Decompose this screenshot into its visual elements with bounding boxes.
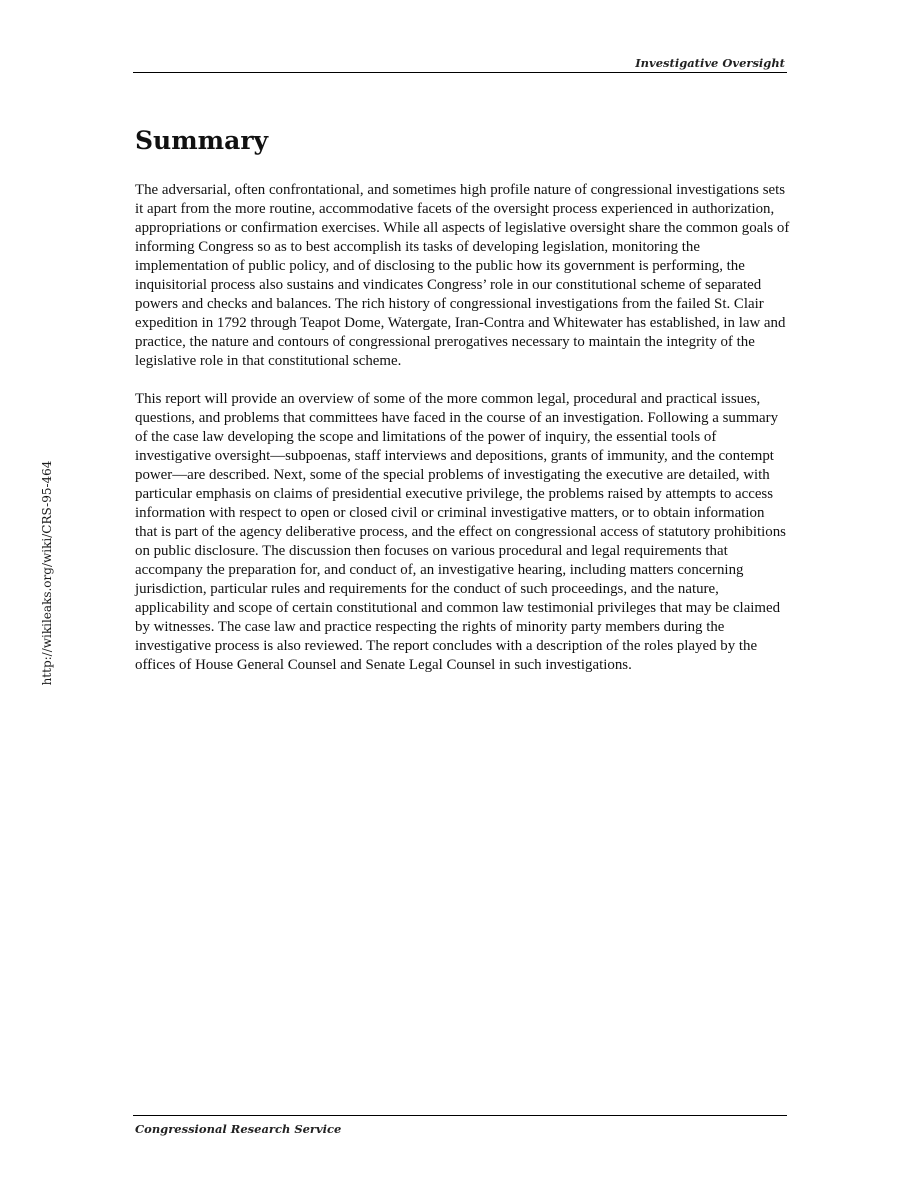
running-header	[133, 54, 787, 73]
summary-paragraph-1: The adversarial, often confrontational, and sometimes high profile nature of congressional investigations sets it apart from the more routine, accommodative facets of the oversight process experienced in authorization, appropriations or confirmation exercises. While all aspects of legislative oversight share the common goals of informing Congress so as to best accomplish its tasks of developing legislation, monitoring the implementation of public policy, and of disclosing to the public how its government is performing, the inquisitorial process also sustains and vindicates Congress’ role in our constitutional scheme of separated powers and checks and balances. The rich history of congressional investigations from the failed St. Clair expedition in 1792 through Teapot Dome, Watergate, Iran-Contra and Whitewater has established, in law and practice, the nature and contours of congressional prerogatives necessary to maintain the integrity of the legislative role in that constitutional scheme.	[135, 182, 790, 369]
summary-paragraph-2: This report will provide an overview of some of the more common legal, procedural and practical issues, questions, and problems that committees have faced in the course of an investigation. Following a summary of the case law developing the scope and limitations of the power of inquiry, the essential tools of investigative oversight—subpoenas, staff interviews and depositions, grants of immunity, and the contempt power—are described. Next, some of the special problems of investigating the executive are detailed, with particular emphasis on claims of presidential executive privilege, the problems raised by attempts to access information with respect to open or closed civil or criminal investigative matters, or to obtain information that is part of the agency deliberative process, and the effect on congressional access of statutory prohibitions on public disclosure. The discussion then focuses on various procedural and legal requirements that accompany the preparation for, and conduct of, an investigative hearing, including matters concerning jurisdiction, particular rules and requirements for the conduct of such proceedings, and the nature, applicability and scope of certain constitutional and common law testimonial privileges that may be claimed by witnesses. The case law and practice respecting the rights of minority party members during the investigative process is also reviewed. The report concludes with a description of the roles played by the offices of House General Counsel and Senate Legal Counsel in such investigations.	[135, 391, 786, 673]
section-title: Summary	[135, 126, 269, 155]
footer-organization: Congressional Research Service	[135, 1122, 342, 1136]
running-header-title: Investigative Oversight	[635, 56, 785, 70]
side-source-url: http://wikileaks.org/wiki/CRS-95-464	[40, 460, 54, 686]
running-footer	[133, 1115, 787, 1136]
page-content	[135, 122, 790, 694]
